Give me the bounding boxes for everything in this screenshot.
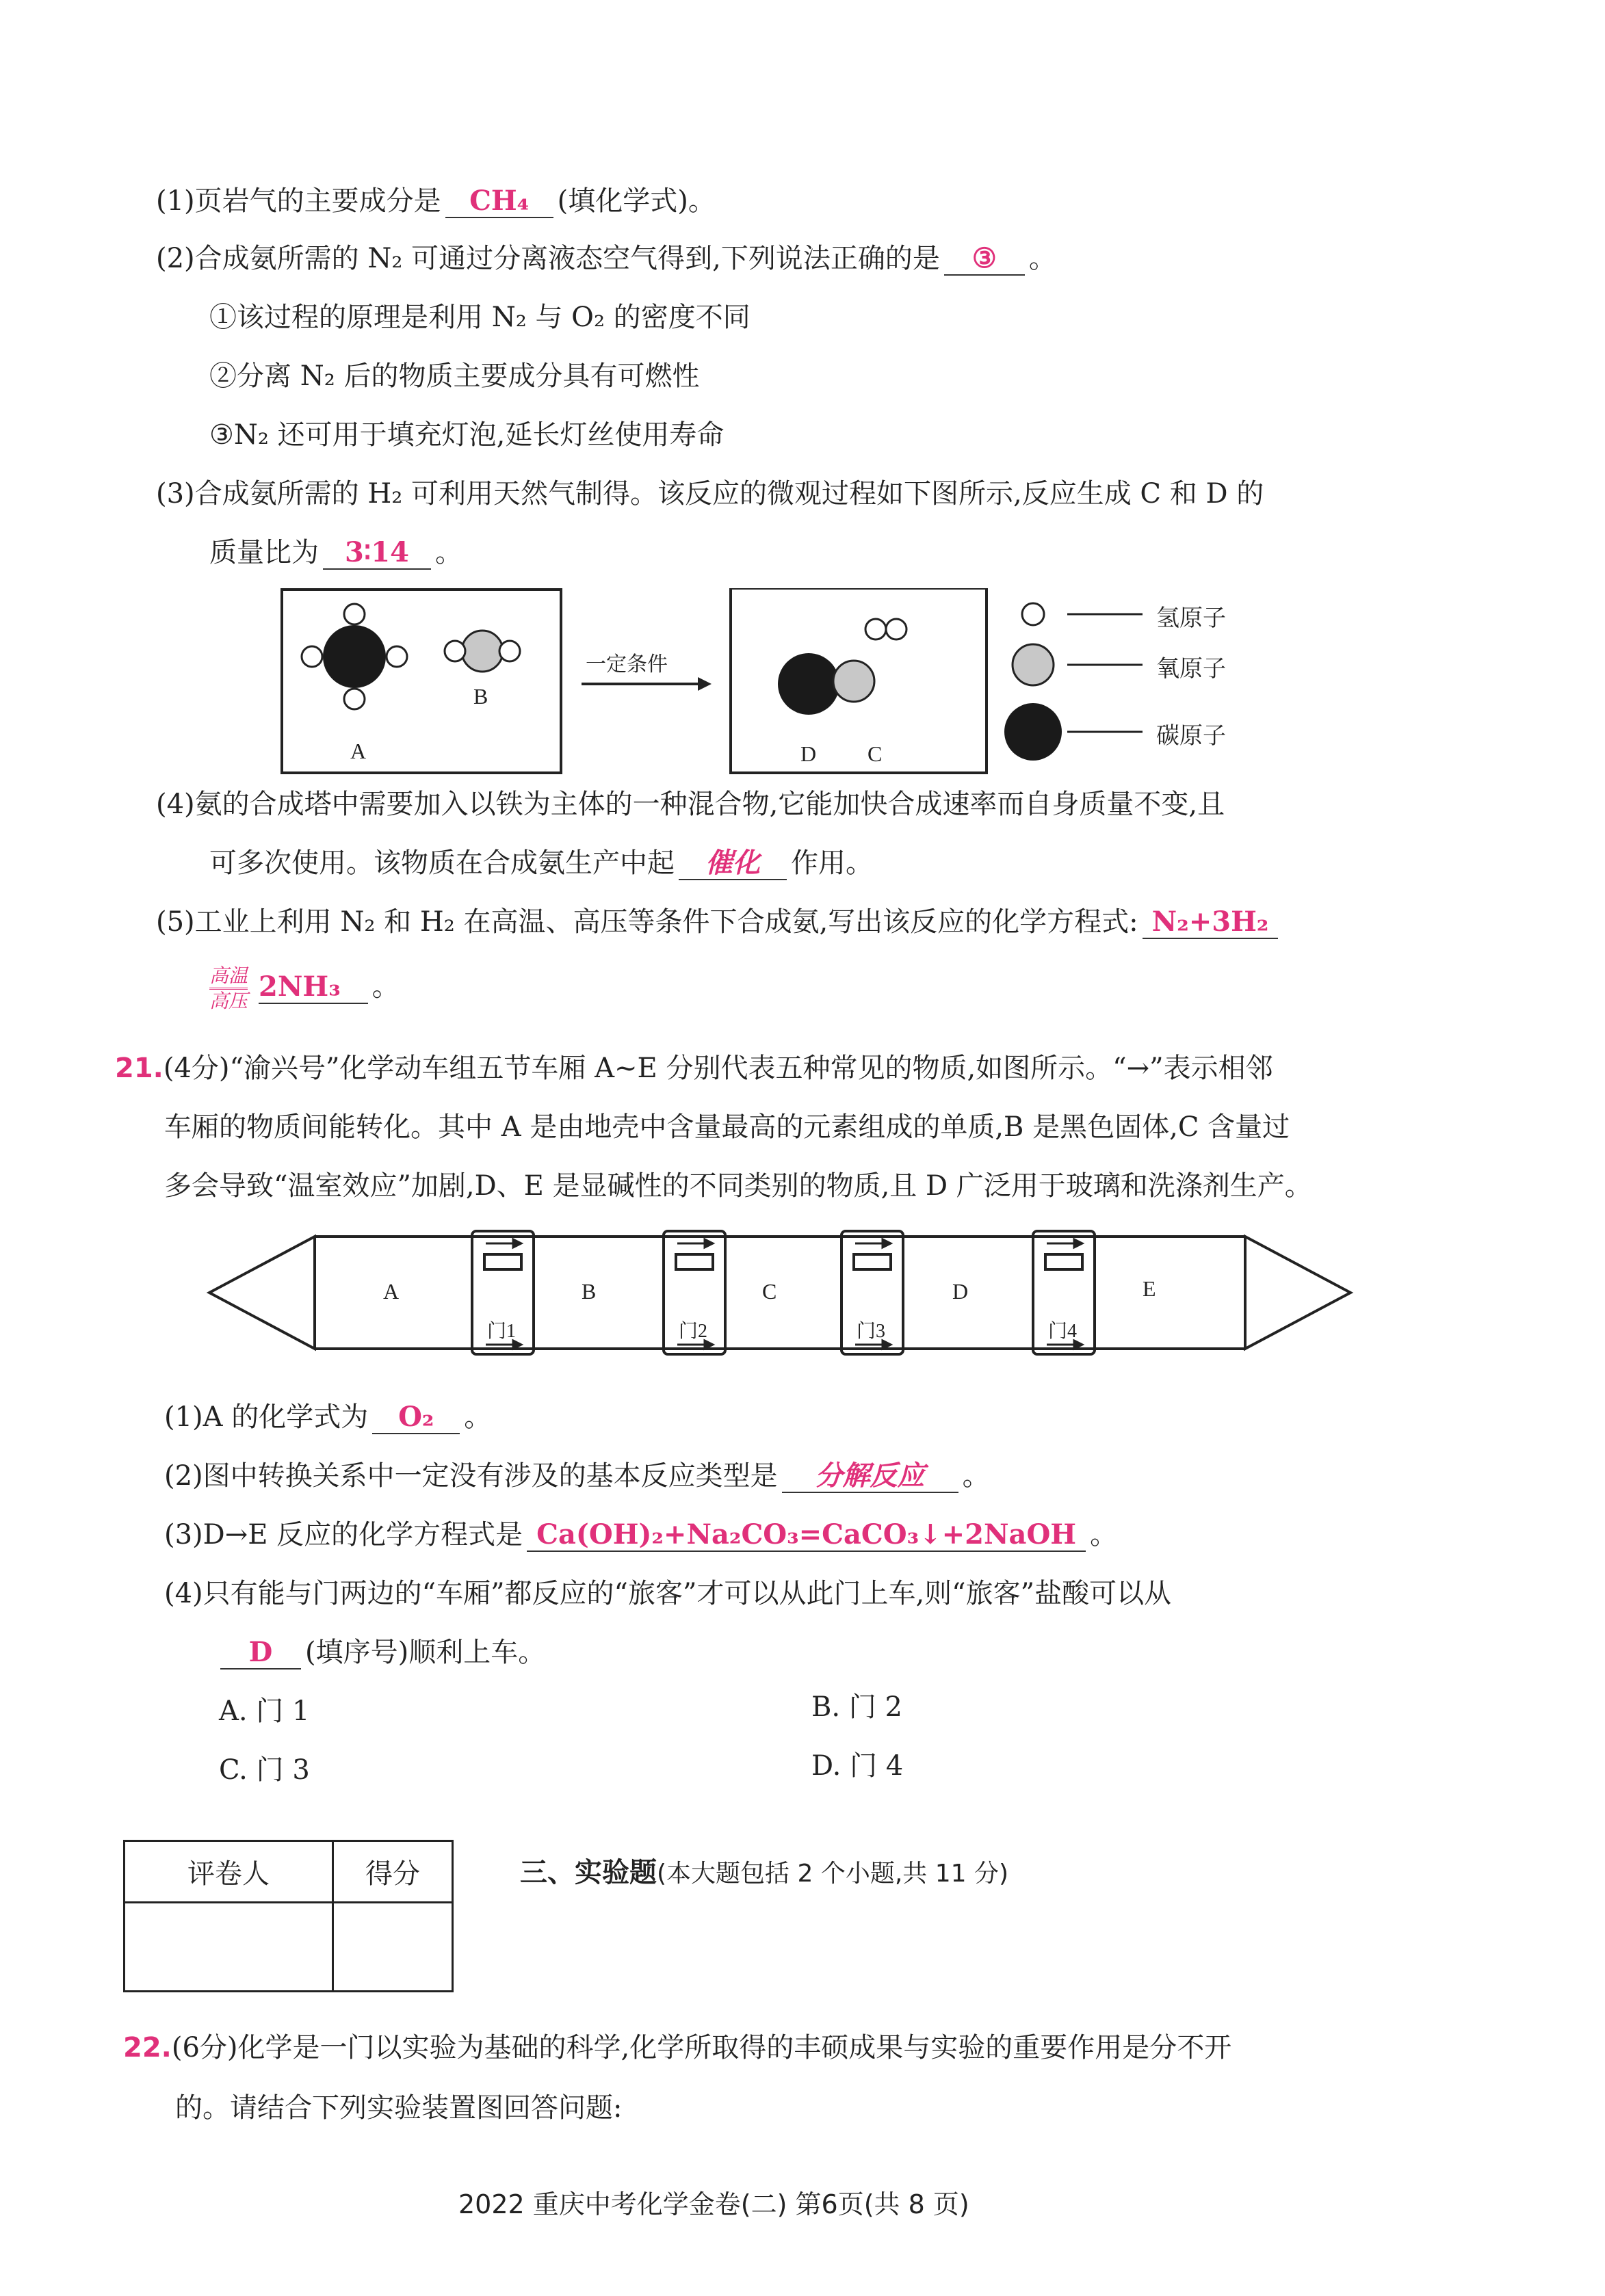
hydrogen-atom-A4 xyxy=(387,646,407,667)
q20-part2-post: 。 xyxy=(1028,243,1056,274)
q21-part1 xyxy=(164,1399,491,1435)
train-rear-nose xyxy=(1245,1237,1350,1349)
q21-part1-answer: O₂ xyxy=(372,1401,460,1434)
door-4-label: 门4 xyxy=(1048,1321,1078,1342)
car-C: C xyxy=(762,1279,777,1304)
q21-option-C: C. 门 3 xyxy=(219,1754,310,1786)
oxygen-atom-D xyxy=(833,661,874,702)
q20-part5-answer-2: 2NH₃ xyxy=(259,971,368,1004)
q20-option-1: ①该过程的原理是利用 N₂ 与 O₂ 的密度不同 xyxy=(209,302,751,333)
q20-part2 xyxy=(156,241,1056,276)
q21-part3 xyxy=(164,1517,1117,1553)
train-diagram xyxy=(205,1224,1355,1361)
carbon-atom-D xyxy=(778,653,839,715)
q20-part5-post: 。 xyxy=(371,971,400,1003)
q21-option-D: D. 门 4 xyxy=(811,1750,904,1782)
oxygen-atom-B xyxy=(462,631,503,672)
legend-oxygen-label: 氧原子 xyxy=(1156,655,1226,683)
q20-part4-line2 xyxy=(209,845,873,881)
hydrogen-atom-B1 xyxy=(445,641,465,661)
q20-part3-line1: (3)合成氨所需的 H₂ 可利用天然气制得。该反应的微观过程如下图所示,反应生成 C 和 D 的 xyxy=(156,478,1264,510)
carbon-atom-A xyxy=(323,625,386,688)
hydrogen-atom-C2 xyxy=(886,619,906,639)
q21-part2-answer: 分解反应 xyxy=(782,1460,958,1493)
q21-part3-text: (3)D→E 反应的化学方程式是 xyxy=(164,1519,523,1551)
door-1-label: 门1 xyxy=(487,1321,517,1342)
q20-part5-line1 xyxy=(156,904,1282,940)
car-A: A xyxy=(383,1279,400,1304)
q22-number: 22. xyxy=(123,2032,172,2063)
q20-part4-text: 可多次使用。该物质在合成氨生产中起 xyxy=(209,847,675,879)
q20-part4-answer: 催化 xyxy=(679,847,787,880)
q20-part5-line2 xyxy=(209,964,400,1040)
q21-part2-text: (2)图中转换关系中一定没有涉及的基本反应类型是 xyxy=(164,1460,778,1492)
train-front-nose xyxy=(209,1237,315,1349)
q22-line1 xyxy=(123,2030,1231,2066)
hydrogen-atom-B2 xyxy=(499,641,520,661)
label-C: C xyxy=(867,741,883,766)
legend-hydrogen-label: 氢原子 xyxy=(1156,605,1226,632)
q20-part1-post: (填化学式)。 xyxy=(557,185,716,217)
q20-part5-text: (5)工业上利用 N₂ 和 H₂ 在高温、高压等条件下合成氨,写出该反应的化学方程式: xyxy=(156,906,1138,938)
condition-bottom: 高压 xyxy=(209,988,248,1013)
hydrogen-atom-A1 xyxy=(344,604,365,624)
car-B: B xyxy=(582,1279,597,1304)
door-4-window xyxy=(1045,1254,1082,1269)
legend-oxygen-icon xyxy=(1013,644,1054,685)
door-2-label: 门2 xyxy=(679,1321,708,1342)
arrow-condition: 一定条件 xyxy=(586,652,668,676)
q21-line1 xyxy=(115,1051,1273,1086)
q21-text-1: (4分)“渝兴号”化学动车组五节车厢 A~E 分别代表五种常见的物质,如图所示。“→”表示相邻 xyxy=(163,1053,1273,1084)
q21-line3: 多会导致“温室效应”加剧,D、E 是显碱性的不同类别的物质,且 D 广泛用于玻璃和洗涤剂生产。 xyxy=(164,1170,1312,1202)
reaction-arrow-head xyxy=(698,677,712,691)
condition-top: 高温 xyxy=(209,964,248,987)
car-D: D xyxy=(952,1279,969,1304)
label-B: B xyxy=(473,684,488,709)
q20-part1-answer: CH₄ xyxy=(445,185,553,218)
q21-part4-line2 xyxy=(216,1635,545,1670)
reaction-condition xyxy=(209,964,248,1013)
grader-table xyxy=(123,1840,454,1992)
q20-part3-line2 xyxy=(209,535,462,570)
hydrogen-atom-A2 xyxy=(344,689,365,709)
reactant-box xyxy=(282,590,561,773)
q20-part3-text: 质量比为 xyxy=(209,537,319,568)
score-cell xyxy=(333,1903,453,1992)
q22-line2: 的。请结合下列实验装置图回答问题: xyxy=(175,2092,623,2124)
hydrogen-atom-A3 xyxy=(302,646,322,667)
section-3-title: 三、实验题 xyxy=(520,1857,657,1888)
door-3-window xyxy=(854,1254,891,1269)
q20-part2-answer: ③ xyxy=(944,243,1025,276)
legend-carbon-label: 碳原子 xyxy=(1156,722,1226,750)
q21-part4-line1: (4)只有能与门两边的“车厢”都反应的“旅客”才可以从此门上车,则“旅客”盐酸可以从 xyxy=(164,1578,1172,1609)
q21-part2 xyxy=(164,1458,990,1494)
q21-part4-answer: D xyxy=(220,1637,301,1670)
q21-part4-post: (填序号)顺利上车。 xyxy=(305,1637,546,1668)
q21-part3-answer: Ca(OH)₂+Na₂CO₃=CaCO₃↓+2NaOH xyxy=(527,1519,1086,1552)
q20-part5-answer-1: N₂+3H₂ xyxy=(1143,906,1279,939)
score-header: 得分 xyxy=(333,1841,453,1903)
door-3-label: 门3 xyxy=(857,1321,886,1342)
q21-number: 21. xyxy=(115,1053,164,1084)
grader-header: 评卷人 xyxy=(125,1841,333,1903)
q21-line2: 车厢的物质间能转化。其中 A 是由地壳中含量最高的元素组成的单质,B 是黑色固体,C 含量过 xyxy=(164,1111,1290,1143)
q21-part1-post: 。 xyxy=(464,1401,492,1433)
car-E: E xyxy=(1143,1276,1156,1301)
q21-option-A: A. 门 1 xyxy=(219,1695,310,1727)
q20-part3-answer: 3∶14 xyxy=(323,537,431,570)
label-D: D xyxy=(800,741,817,766)
q20-part2-text: (2)合成氨所需的 N₂ 可通过分离液态空气得到,下列说法正确的是 xyxy=(156,243,940,274)
q21-part1-text: (1)A 的化学式为 xyxy=(164,1401,369,1433)
door-2-window xyxy=(676,1254,713,1269)
q20-option-2: ②分离 N₂ 后的物质主要成分具有可燃性 xyxy=(209,360,700,392)
legend-hydrogen-icon xyxy=(1022,603,1044,625)
legend-carbon-icon xyxy=(1004,703,1062,761)
door-1-window xyxy=(484,1254,521,1269)
q20-part3-post: 。 xyxy=(435,537,462,568)
page-footer: 2022 重庆中考化学金卷(二) 第6页(共 8 页) xyxy=(458,2189,969,2219)
q20-part4-line1: (4)氨的合成塔中需要加入以铁为主体的一种混合物,它能加快合成速率而自身质量不变,且 xyxy=(156,789,1225,820)
q20-part4-post: 作用。 xyxy=(791,847,873,879)
hydrogen-atom-C1 xyxy=(865,619,886,639)
q21-part3-post: 。 xyxy=(1090,1519,1118,1551)
label-A: A xyxy=(350,739,367,763)
q22-text-1: (6分)化学是一门以实验为基础的科学,化学所取得的丰硕成果与实验的重要作用是分不开 xyxy=(171,2032,1232,2063)
grader-cell xyxy=(125,1903,333,1992)
section-3-heading xyxy=(520,1855,1008,1892)
q21-part2-post: 。 xyxy=(962,1460,990,1492)
q20-part1-text: (1)页岩气的主要成分是 xyxy=(156,185,441,217)
q20-part1 xyxy=(156,183,716,219)
q20-option-3: ③N₂ 还可用于填充灯泡,延长灯丝使用寿命 xyxy=(209,419,725,451)
section-3-note: (本大题包括 2 个小题,共 11 分) xyxy=(657,1860,1009,1888)
q21-option-B: B. 门 2 xyxy=(811,1691,902,1723)
